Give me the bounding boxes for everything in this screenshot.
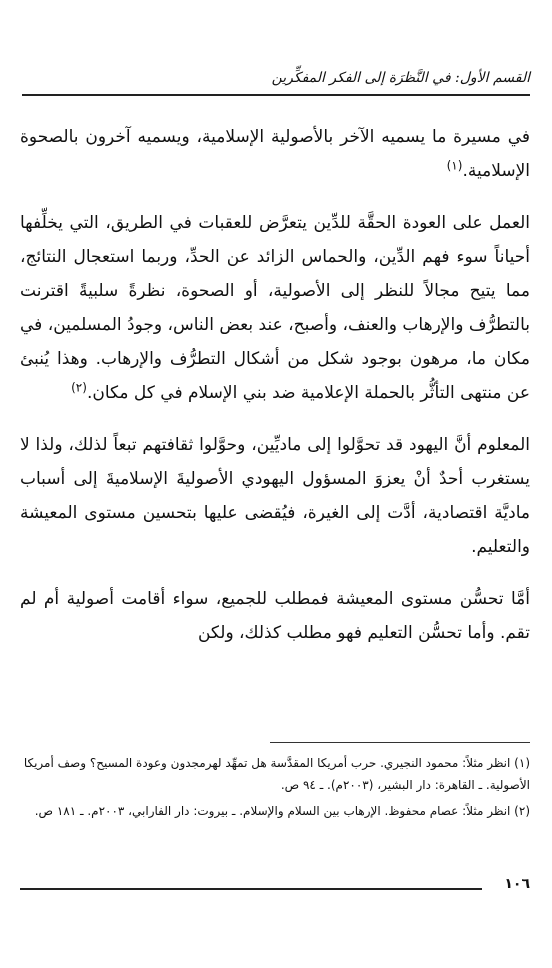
page-number: ١٠٦ <box>504 876 530 892</box>
paragraph-3 <box>20 428 530 564</box>
header-rule <box>22 94 530 96</box>
running-header <box>22 66 530 100</box>
page-footer <box>20 876 530 900</box>
footnote-rule <box>270 742 530 743</box>
paragraph-1 <box>20 120 530 188</box>
footnote-2: (٢) انظر مثلاً: عصام محفوظ. الإرهاب بين السلام والإسلام. ـ بيروت: دار الفارابي، ٢٠٠٣م. ـ ١٨١ ص. <box>34 804 530 818</box>
paragraph-2-text: العمل على العودة الحقَّة للدِّين يتعرَّض للعقبات في الطريق، التي يخلِّفها أحياناً سوء فهم الدِّين، والحماس الزائد عن الحدِّ، وربما استعجال النتائج، مما يتيح مجالاً للنظر إلى الأصولية، أو الصحوة، نظرةً سلبيةً اقترنت بالتطرُّف والإرهاب والعنف، وأصبح، عند بعض الناس، وجودُ المسلمين، في مكان ما، مرهون بوجود شكل من أشكال التطرُّف والإرهاب. وهذا يُنبئ عن منتهى التأثُّر بالحملة الإعلامية ضد بني الإسلام في كل مكان. <box>20 213 530 403</box>
paragraph-4 <box>20 582 530 650</box>
paragraph-1-text: في مسيرة ما يسميه الآخر بالأصولية الإسلامية، ويسميه آخرون بالصحوة الإسلامية. <box>20 127 530 181</box>
footer-rule <box>20 888 482 890</box>
footnote-ref-2: (٢) <box>71 380 87 395</box>
footnotes <box>20 752 530 826</box>
main-text <box>20 120 530 668</box>
running-title: القسم الأول: في النَّظرَة إلى الفكر المفكِّرين <box>271 70 530 86</box>
paragraph-3-text: المعلوم أنَّ اليهود قد تحوَّلوا إلى ماديِّين، وحوَّلوا ثقافتهم تبعاً لذلك، ولذا لا يستغرب أحدٌ أنْ يعزوَ المسؤول اليهودي الأصوليةَ الإسلاميةَ إلى أسباب ماديَّة اقتصادية، أدَّت إلى الغيرة، فيُقضى عليها بتحسين مستوى المعيشة والتعليم. <box>20 435 530 557</box>
footnote-1: (١) انظر مثلاً: محمود النجيري. حرب أمريكا المقدَّسة هل تمهِّد لهرمجدون وعودة المسيح؟ وصف أمريكا الأصولية. ـ القاهرة: دار البشير، (٢٠٠٣م). ـ ٩٤ ص. <box>23 756 530 792</box>
paragraph-4-text: أمَّا تحسُّن مستوى المعيشة فمطلب للجميع، سواء أقامت أصولية أم لم تقم. وأما تحسُّن التعليم فهو مطلب كذلك، ولكن <box>20 589 530 643</box>
paragraph-2 <box>20 206 530 410</box>
footnote-ref-1: (١) <box>446 158 463 173</box>
